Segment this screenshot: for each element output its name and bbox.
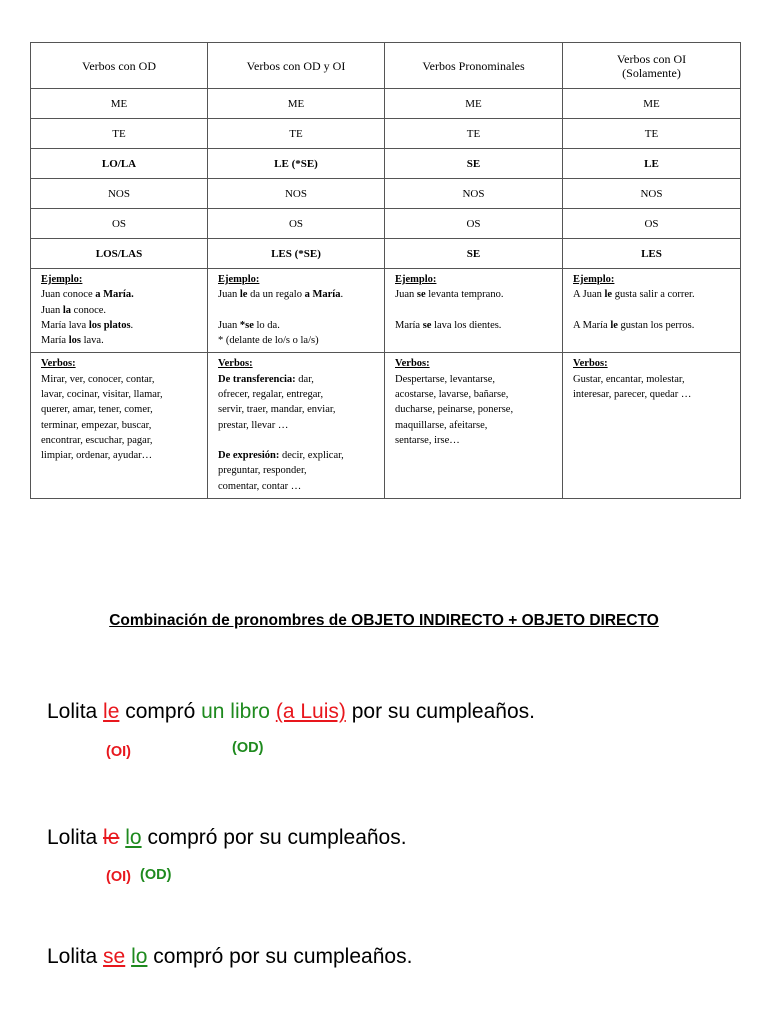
example-line: A Juan le gusta salir a correr. bbox=[573, 289, 695, 301]
table-cell: TE bbox=[31, 119, 208, 149]
example-line: Juan la conoce. bbox=[41, 304, 107, 316]
header-cell: Verbos con OD y OI bbox=[208, 43, 385, 89]
od-label: (OD) bbox=[140, 867, 172, 883]
table-cell: ME bbox=[208, 89, 385, 119]
table-cell: OS bbox=[31, 209, 208, 239]
table-header-row bbox=[31, 43, 741, 89]
verbs-cell-oi bbox=[563, 353, 741, 498]
table-row bbox=[31, 239, 741, 269]
example-label: Ejemplo: bbox=[395, 274, 437, 285]
table-cell: TE bbox=[385, 119, 563, 149]
table-row bbox=[31, 209, 741, 239]
verbs-line: Despertarse, levantarse, bbox=[395, 373, 495, 385]
od-pronoun: lo bbox=[131, 945, 148, 968]
verbs-line: ofrecer, regalar, entregar, bbox=[218, 389, 324, 401]
verbs-line: terminar, empezar, buscar, bbox=[41, 419, 152, 431]
od-label: (OD) bbox=[232, 740, 264, 756]
table-cell: NOS bbox=[563, 179, 741, 209]
table-cell: SE bbox=[385, 239, 563, 269]
table-cell: LOS/LAS bbox=[31, 239, 208, 269]
table-cell: LES (*SE) bbox=[208, 239, 385, 269]
table-cell: OS bbox=[208, 209, 385, 239]
oi-pronoun: le bbox=[103, 700, 120, 723]
example-line: María lava los platos. bbox=[41, 319, 134, 331]
example-line: María se lava los dientes. bbox=[395, 319, 502, 331]
table-cell: ME bbox=[31, 89, 208, 119]
example-line: A María le gustan los perros. bbox=[573, 319, 695, 331]
oi-pronoun-struck: le bbox=[103, 826, 120, 849]
table-row bbox=[31, 89, 741, 119]
verbs-line: servir, traer, mandar, enviar, bbox=[218, 404, 336, 416]
example-sentence-3: Lolita se lo compró por su cumpleaños. bbox=[47, 945, 413, 968]
example-line: María los lava. bbox=[41, 335, 104, 347]
verbs-cell-pronominal bbox=[385, 353, 563, 498]
table-cell: LE bbox=[563, 149, 741, 179]
verbs-line: De transferencia: dar, bbox=[218, 373, 314, 385]
verbs-line: encontrar, escuchar, pagar, bbox=[41, 434, 153, 446]
example-row bbox=[31, 269, 741, 353]
table-cell: TE bbox=[563, 119, 741, 149]
example-sentence-1: Lolita le compró un libro (a Luis) por su cumpleaños. bbox=[47, 700, 535, 723]
oi-phrase: (a Luis) bbox=[275, 700, 346, 723]
verbs-label: Verbos: bbox=[218, 358, 253, 370]
table-cell: NOS bbox=[385, 179, 563, 209]
example-line: Juan conoce a María. bbox=[41, 289, 134, 301]
example-label: Ejemplo: bbox=[41, 274, 83, 285]
table-cell: TE bbox=[208, 119, 385, 149]
oi-label: (OI) bbox=[106, 744, 131, 760]
verbs-line: querer, amar, tener, comer, bbox=[41, 404, 153, 416]
verbs-line: ducharse, peinarse, ponerse, bbox=[395, 404, 514, 416]
example-cell-od bbox=[31, 269, 208, 353]
table-cell: OS bbox=[563, 209, 741, 239]
verbs-label: Verbos: bbox=[395, 358, 430, 370]
verbs-line: preguntar, responder, bbox=[218, 465, 307, 477]
example-cell-oi bbox=[563, 269, 741, 353]
section-title: Combinación de pronombres de OBJETO INDIRECTO + OBJETO DIRECTO bbox=[109, 612, 659, 629]
example-note: * (delante de lo/s o la/s) bbox=[218, 334, 319, 346]
header-cell: Verbos con OD bbox=[31, 43, 208, 89]
example-label: Ejemplo: bbox=[218, 274, 260, 285]
example-line: Juan le da un regalo a María. bbox=[218, 289, 344, 301]
example-label: Ejemplo: bbox=[573, 274, 615, 285]
table-cell: ME bbox=[563, 89, 741, 119]
example-cell-od-oi bbox=[208, 269, 385, 353]
od-pronoun: lo bbox=[125, 826, 142, 849]
header-cell: Verbos con OI (Solamente) bbox=[563, 43, 741, 89]
verbs-line: limpiar, ordenar, ayudar… bbox=[41, 450, 153, 462]
verbs-row bbox=[31, 353, 741, 498]
verbs-line: De expresión: decir, explicar, bbox=[218, 449, 344, 461]
verbs-label: Verbos: bbox=[41, 358, 76, 370]
verbs-line: maquillarse, afeitarse, bbox=[395, 419, 488, 431]
table-cell: LE (*SE) bbox=[208, 149, 385, 179]
example-line: Juan se levanta temprano. bbox=[395, 289, 504, 301]
table-row bbox=[31, 119, 741, 149]
table-cell: LO/LA bbox=[31, 149, 208, 179]
verbs-cell-od-oi bbox=[208, 353, 385, 498]
table-cell: NOS bbox=[31, 179, 208, 209]
table-cell: SE bbox=[385, 149, 563, 179]
od-phrase: un libro bbox=[201, 700, 270, 723]
example-sentence-2: Lolita le lo compró por su cumpleaños. bbox=[47, 826, 407, 849]
verbs-line: interesar, parecer, quedar … bbox=[573, 389, 692, 401]
table-cell: NOS bbox=[208, 179, 385, 209]
example-cell-pronominal bbox=[385, 269, 563, 353]
header-cell: Verbos Pronominales bbox=[385, 43, 563, 89]
table-cell: LES bbox=[563, 239, 741, 269]
table-row bbox=[31, 149, 741, 179]
oi-label: (OI) bbox=[106, 869, 131, 885]
verbs-line: Mirar, ver, conocer, contar, bbox=[41, 373, 155, 385]
verbs-cell-od bbox=[31, 353, 208, 498]
verbs-label: Verbos: bbox=[573, 358, 608, 370]
verbs-line: prestar, llevar … bbox=[218, 419, 289, 431]
example-line: Juan *se lo da. bbox=[218, 319, 280, 331]
table-cell: ME bbox=[385, 89, 563, 119]
verbs-line: Gustar, encantar, molestar, bbox=[573, 373, 685, 385]
verbs-line: sentarse, irse… bbox=[395, 434, 460, 446]
table-cell: OS bbox=[385, 209, 563, 239]
table-row bbox=[31, 179, 741, 209]
verbs-line: lavar, cocinar, visitar, llamar, bbox=[41, 389, 163, 401]
oi-pronoun: se bbox=[103, 945, 126, 968]
verbs-line: acostarse, lavarse, bañarse, bbox=[395, 389, 509, 401]
pronoun-table bbox=[30, 42, 741, 499]
verbs-line: comentar, contar … bbox=[218, 480, 302, 492]
